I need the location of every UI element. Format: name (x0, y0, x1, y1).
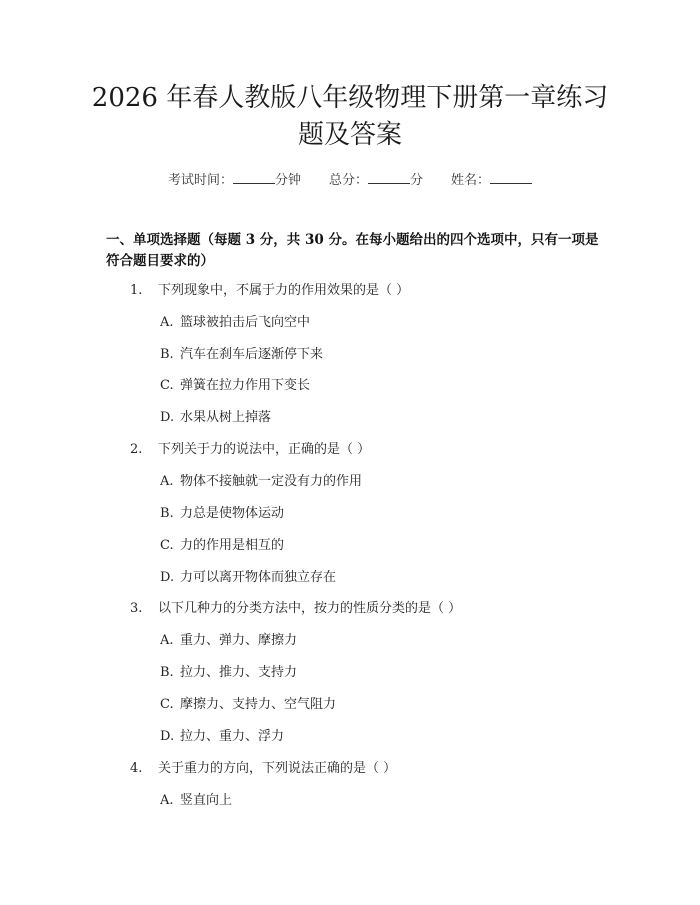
exam-time-unit: 分钟 (274, 173, 301, 188)
option-letter: D. (160, 410, 175, 425)
document-title-line-1: 2026 年春人教版八年级物理下册第一章练习 (91, 83, 609, 113)
option-text: 弹簧在拉力作用下变长 (180, 378, 311, 393)
question-3-option-d[interactable] (160, 728, 284, 746)
question-1-option-a[interactable] (160, 314, 310, 332)
option-text: 重力、弹力、摩擦力 (180, 633, 298, 648)
option-text: 物体不接触就一定没有力的作用 (180, 474, 363, 489)
option-text: 摩擦力、支持力、空气阻力 (180, 697, 337, 712)
student-name-label: 姓名： (451, 173, 491, 188)
exam-time-blank[interactable] (233, 169, 275, 184)
option-letter: B. (160, 665, 174, 680)
option-text: 力的作用是相互的 (180, 538, 285, 553)
option-letter: D. (160, 570, 175, 585)
option-text: 力可以离开物体而独立存在 (180, 570, 337, 585)
exam-time-label: 考试时间： (167, 173, 233, 188)
question-1-option-d[interactable] (160, 409, 271, 427)
section-heading (106, 230, 606, 272)
question-2-option-c[interactable] (160, 537, 284, 555)
option-letter: C. (160, 378, 174, 393)
option-text: 汽车在刹车后逐渐停下来 (180, 347, 324, 362)
question-text: 下列关于力的说法中，正确的是（ ） (158, 442, 371, 457)
question-3-option-b[interactable] (160, 664, 297, 682)
question-2 (130, 441, 370, 459)
option-letter: A. (160, 793, 174, 808)
question-number: 2. (130, 442, 143, 457)
option-letter: B. (160, 347, 174, 362)
question-4-option-a[interactable] (160, 792, 232, 810)
document-title-line-2: 题及答案 (297, 120, 402, 150)
section-heading-line-2: 符合题目要求的） (106, 253, 214, 269)
total-score-unit: 分 (410, 173, 424, 188)
question-number: 1. (130, 283, 143, 298)
option-letter: A. (160, 633, 174, 648)
document-title (60, 80, 640, 154)
question-number: 3. (130, 601, 143, 616)
total-score-blank[interactable] (368, 169, 410, 184)
student-name-blank[interactable] (490, 169, 532, 184)
question-1 (130, 282, 409, 300)
question-number: 4. (130, 761, 143, 776)
option-letter: A. (160, 315, 174, 330)
question-1-option-b[interactable] (160, 346, 323, 364)
option-text: 篮球被拍击后飞向空中 (180, 315, 311, 330)
total-score-label: 总分： (328, 173, 368, 188)
option-text: 拉力、重力、浮力 (180, 729, 285, 744)
option-text: 竖直向上 (180, 793, 233, 808)
question-1-option-c[interactable] (160, 377, 310, 395)
question-4 (130, 760, 396, 778)
option-letter: D. (160, 729, 175, 744)
section-heading-line-1: 一、单项选择题（每题 3 分，共 30 分。在每小题给出的四个选项中，只有一项是 (106, 232, 599, 248)
option-text: 水果从树上掉落 (180, 410, 272, 425)
option-letter: A. (160, 474, 174, 489)
exam-info-line (0, 169, 700, 190)
question-2-option-a[interactable] (160, 473, 362, 491)
option-letter: C. (160, 538, 174, 553)
question-text: 以下几种力的分类方法中，按力的性质分类的是（ ） (158, 601, 462, 616)
question-2-option-b[interactable] (160, 505, 284, 523)
question-text: 关于重力的方向，下列说法正确的是（ ） (158, 761, 397, 776)
question-2-option-d[interactable] (160, 569, 336, 587)
option-text: 拉力、推力、支持力 (180, 665, 298, 680)
question-text: 下列现象中，不属于力的作用效果的是（ ） (158, 283, 410, 298)
option-letter: C. (160, 697, 174, 712)
option-letter: B. (160, 506, 174, 521)
question-3 (130, 600, 461, 618)
option-text: 力总是使物体运动 (180, 506, 285, 521)
question-3-option-c[interactable] (160, 696, 336, 714)
question-3-option-a[interactable] (160, 632, 297, 650)
